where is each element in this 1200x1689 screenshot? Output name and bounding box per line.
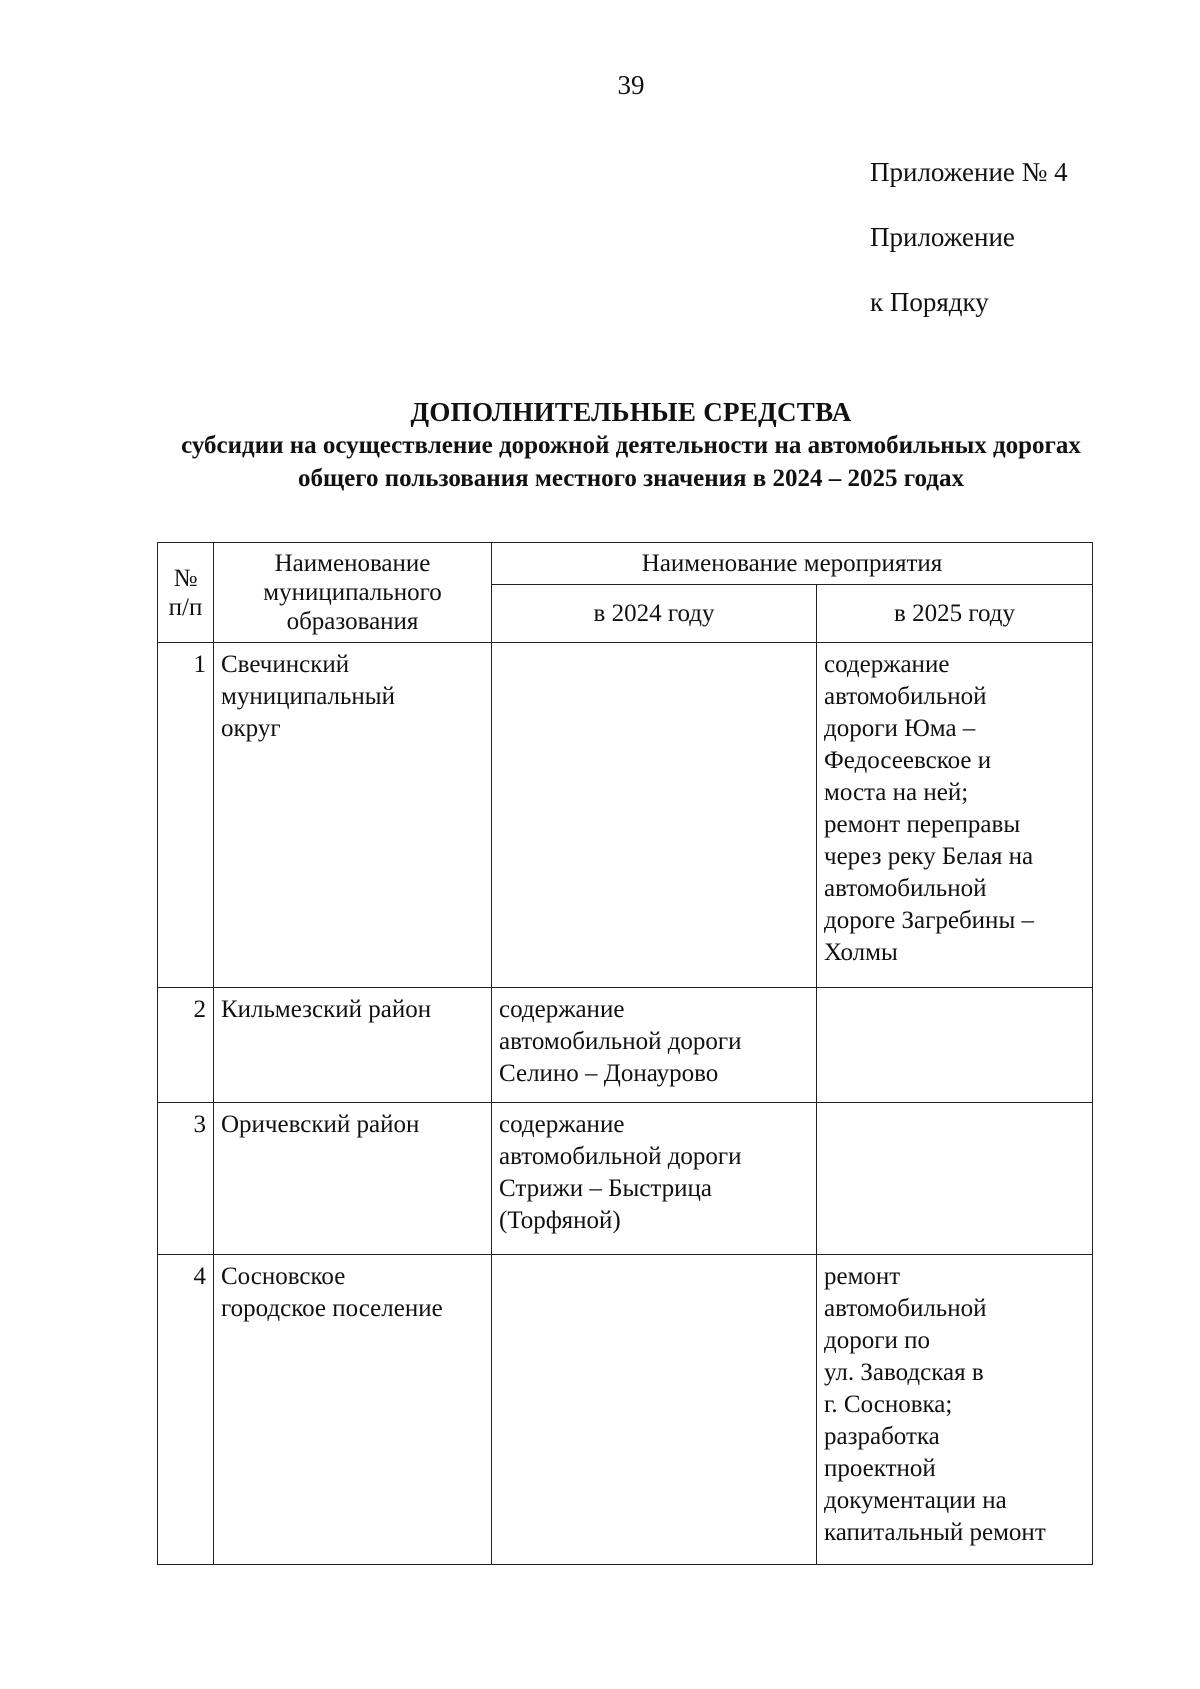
row-activity-2025	[817, 1103, 1093, 1255]
appendix-block	[870, 140, 1068, 335]
header-year-2024: в 2024 году	[492, 585, 817, 643]
table-header	[158, 543, 1093, 643]
row-activity-2024: содержание автомобильной дороги Стрижи – Быстрица (Торфяной)	[492, 1103, 817, 1255]
header-municipality: Наименование муниципального образования	[214, 543, 492, 643]
row-number: 2	[158, 988, 214, 1103]
table-row	[158, 1103, 1093, 1255]
table-body	[158, 643, 1093, 1565]
appendix-line-1: Приложение № 4	[870, 157, 1068, 187]
document-subtitle: субсидии на осуществление дорожной деятельности на автомобильных дорогах общего пользования местного значения в 2024 – 2025 годах	[181, 432, 1081, 492]
row-activity-2025	[817, 988, 1093, 1103]
title-block	[0, 395, 1200, 495]
page-number: 39	[617, 70, 645, 100]
table-row	[158, 988, 1093, 1103]
subsidy-table	[157, 542, 1093, 1565]
row-municipality: Оричевский район	[214, 1103, 492, 1255]
row-municipality: Кильмезский район	[214, 988, 492, 1103]
row-activity-2024	[492, 1255, 817, 1565]
header-activity: Наименование мероприятия	[492, 543, 1093, 585]
row-activity-2025: ремонт автомобильной дороги по ул. Заводская в г. Сосновка; разработка проектной документации на капитальный ремонт	[817, 1255, 1093, 1565]
row-activity-2024	[492, 643, 817, 988]
row-municipality: Сосновское городское поселение	[214, 1255, 492, 1565]
row-activity-2024: содержание автомобильной дороги Селино – Донаурово	[492, 988, 817, 1103]
document-title: ДОПОЛНИТЕЛЬНЫЕ СРЕДСТВА	[410, 397, 852, 427]
row-municipality: Свечинский муниципальный округ	[214, 643, 492, 988]
table-row	[158, 1255, 1093, 1565]
row-number: 4	[158, 1255, 214, 1565]
header-year-2025: в 2025 году	[817, 585, 1093, 643]
header-number: № п/п	[158, 543, 214, 643]
row-number: 1	[158, 643, 214, 988]
appendix-line-3: к Порядку	[870, 287, 989, 317]
row-activity-2025: содержание автомобильной дороги Юма – Федосеевское и моста на ней; ремонт переправы через реку Белая на автомобильной дороге Загребины – Холмы	[817, 643, 1093, 988]
row-number: 3	[158, 1103, 214, 1255]
appendix-line-2: Приложение	[870, 222, 1015, 252]
table-row	[158, 643, 1093, 988]
